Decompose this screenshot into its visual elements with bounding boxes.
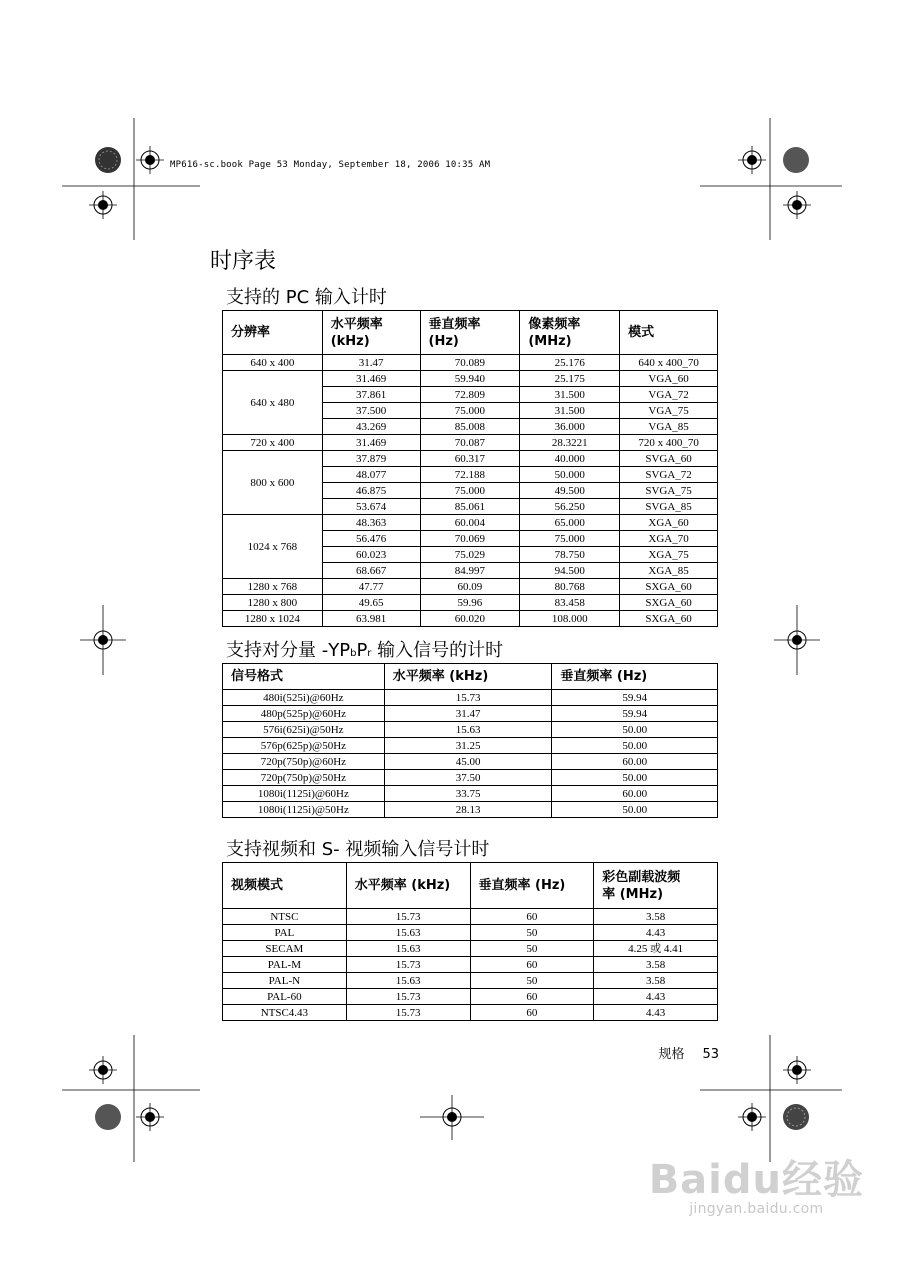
registration-disc-icon [95,147,121,173]
table-cell: 75.000 [420,483,520,499]
table-cell: SECAM [223,941,347,957]
table-row [223,941,718,957]
column-header: 水平频率 (kHz) [346,863,470,909]
table-cell: 85.061 [420,499,520,515]
table-cell: VGA_85 [620,419,718,435]
table-cell: 15.63 [346,941,470,957]
table-row [223,754,718,770]
table-cell: XGA_75 [620,547,718,563]
crosshair-target-icon [136,1103,164,1131]
table-cell: 50.00 [552,770,718,786]
page-title: 时序表 [210,249,277,274]
component-title-post: 输入信号的计时 [371,640,504,661]
table-cell: 50.00 [552,722,718,738]
watermark [649,1148,864,1217]
crosshair-target-icon [738,146,766,174]
resolution-cell: 1280 x 768 [223,579,323,595]
table-cell: 720 x 400_70 [620,435,718,451]
table-cell: 78.750 [520,547,620,563]
crosshair-target-icon [738,1103,766,1131]
table-row [223,909,718,925]
table-cell: 48.077 [322,467,420,483]
table-row [223,1005,718,1021]
crosshair-target-icon [783,191,811,219]
column-header: 垂直频率 (Hz) [470,863,594,909]
table-cell: 70.089 [420,355,520,371]
column-header: 水平频率 (kHz) [322,311,420,355]
table-cell: 84.997 [420,563,520,579]
table-row [223,355,718,371]
table-cell: 15.73 [384,690,552,706]
table-row [223,786,718,802]
table-cell: 1080i(1125i)@50Hz [223,802,385,818]
table-cell: 37.50 [384,770,552,786]
table-cell: 60.09 [420,579,520,595]
table-cell: PAL-M [223,957,347,973]
column-header: 分辨率 [223,311,323,355]
table-cell: 53.674 [322,499,420,515]
resolution-cell: 1280 x 800 [223,595,323,611]
table-cell: SXGA_60 [620,595,718,611]
table-cell: PAL-60 [223,989,347,1005]
table-cell: XGA_70 [620,531,718,547]
table-cell: SVGA_72 [620,467,718,483]
table-cell: SXGA_60 [620,611,718,627]
table-cell: 37.879 [322,451,420,467]
table-cell: 60 [470,909,594,925]
component-section-title [226,636,503,662]
table-cell: 63.981 [322,611,420,627]
table-row [223,722,718,738]
table-cell: 4.43 [594,1005,718,1021]
table-cell: 28.13 [384,802,552,818]
crosshair-target-icon [774,605,820,675]
table-cell: 60.004 [420,515,520,531]
table-cell: 70.087 [420,435,520,451]
table-cell: 60.00 [552,754,718,770]
registration-disc-icon [783,1104,809,1130]
table-cell: 50.00 [552,738,718,754]
table-cell: 56.476 [322,531,420,547]
table-cell: 70.069 [420,531,520,547]
table-cell: 45.00 [384,754,552,770]
table-cell: 31.47 [384,706,552,722]
table-cell: 47.77 [322,579,420,595]
table-cell: 3.58 [594,957,718,973]
table-cell: 59.96 [420,595,520,611]
table-row [223,515,718,531]
table-cell: 72.188 [420,467,520,483]
table-cell: SXGA_60 [620,579,718,595]
crosshair-target-icon [89,191,117,219]
table-cell: 60.020 [420,611,520,627]
component-title-sub-r: r [367,648,372,659]
resolution-cell: 1024 x 768 [223,515,323,579]
resolution-cell: 640 x 400 [223,355,323,371]
crosshair-target-icon [783,1056,811,1084]
table-cell: 25.175 [520,371,620,387]
table-cell: 50.000 [520,467,620,483]
table-cell: 15.73 [346,909,470,925]
table-cell: 50 [470,925,594,941]
table-row [223,435,718,451]
table-cell: 1080i(1125i)@60Hz [223,786,385,802]
table-cell: 28.3221 [520,435,620,451]
table-cell: 31.500 [520,403,620,419]
resolution-cell: 1280 x 1024 [223,611,323,627]
table-cell: 31.469 [322,371,420,387]
table-cell: 36.000 [520,419,620,435]
crosshair-target-icon [420,1095,484,1140]
pc-timing-table [222,310,718,627]
column-header: 信号格式 [223,664,385,690]
column-header: 像素频率 (MHz) [520,311,620,355]
watermark-url: jingyan.baidu.com [689,1201,824,1217]
column-header: 垂直频率 (Hz) [420,311,520,355]
table-cell: PAL-N [223,973,347,989]
watermark-brand: Baidu经验 [648,1157,864,1203]
column-header: 彩色副载波频 率 (MHz) [594,863,718,909]
column-header: 模式 [620,311,718,355]
table-cell: 50 [470,973,594,989]
table-cell: 576p(625p)@50Hz [223,738,385,754]
table-cell: 640 x 400_70 [620,355,718,371]
table-cell: 4.43 [594,925,718,941]
table-cell: 46.875 [322,483,420,499]
table-cell: 720p(750p)@50Hz [223,770,385,786]
table-cell: 40.000 [520,451,620,467]
table-cell: 68.667 [322,563,420,579]
table-cell: VGA_72 [620,387,718,403]
table-cell: 15.63 [346,925,470,941]
table-row [223,451,718,467]
footer-label: 规格 [658,1047,685,1062]
table-cell: 48.363 [322,515,420,531]
resolution-cell: 800 x 600 [223,451,323,515]
registration-disc-icon [95,1104,121,1130]
table-cell: 60.023 [322,547,420,563]
table-row [223,802,718,818]
table-row [223,706,718,722]
print-header: MP616-sc.book Page 53 Monday, September 18, 2006 10:35 AM [170,160,491,170]
table-cell: 480p(525p)@60Hz [223,706,385,722]
table-cell: NTSC [223,909,347,925]
table-cell: 49.65 [322,595,420,611]
table-cell: 37.500 [322,403,420,419]
table-cell: VGA_60 [620,371,718,387]
table-row [223,925,718,941]
table-cell: 56.250 [520,499,620,515]
table-cell: VGA_75 [620,403,718,419]
table-cell: 15.63 [346,973,470,989]
table-cell: 60.317 [420,451,520,467]
table-cell: 49.500 [520,483,620,499]
column-header: 视频模式 [223,863,347,909]
table-cell: 60 [470,989,594,1005]
table-cell: 72.809 [420,387,520,403]
table-row [223,957,718,973]
table-cell: 60 [470,957,594,973]
table-cell: 37.861 [322,387,420,403]
column-header: 水平频率 (kHz) [384,664,552,690]
table-cell: 43.269 [322,419,420,435]
registration-disc-icon [783,147,809,173]
table-cell: 80.768 [520,579,620,595]
crosshair-target-icon [89,1056,117,1084]
table-cell: NTSC4.43 [223,1005,347,1021]
table-row [223,690,718,706]
column-header: 垂直频率 (Hz) [552,664,718,690]
table-cell: 33.75 [384,786,552,802]
table-cell: 480i(525i)@60Hz [223,690,385,706]
component-timing-table [222,663,718,818]
table-cell: 4.25 或 4.41 [594,941,718,957]
table-cell: 50 [470,941,594,957]
table-row [223,371,718,387]
table-cell: 31.469 [322,435,420,451]
table-cell: XGA_60 [620,515,718,531]
table-cell: 15.73 [346,989,470,1005]
table-cell: 60 [470,1005,594,1021]
table-cell: 75.029 [420,547,520,563]
video-timing-table [222,862,718,1021]
table-cell: 15.73 [346,957,470,973]
component-title-sub-b: b [350,648,357,659]
table-cell: 75.000 [520,531,620,547]
resolution-cell: 720 x 400 [223,435,323,451]
table-cell: 50.00 [552,802,718,818]
resolution-cell: 640 x 480 [223,371,323,435]
table-cell: SVGA_75 [620,483,718,499]
component-title-mid: P [356,640,368,661]
table-cell: 59.94 [552,690,718,706]
table-cell: 65.000 [520,515,620,531]
table-cell: 15.63 [384,722,552,738]
table-cell: 83.458 [520,595,620,611]
table-cell: 4.43 [594,989,718,1005]
video-section-title: 支持视频和 S- 视频输入信号计时 [226,839,490,860]
table-cell: 25.176 [520,355,620,371]
table-cell: 60.00 [552,786,718,802]
table-cell: 108.000 [520,611,620,627]
table-row [223,989,718,1005]
table-cell: 3.58 [594,973,718,989]
table-row [223,579,718,595]
table-cell: 720p(750p)@60Hz [223,754,385,770]
table-cell: 3.58 [594,909,718,925]
component-title-pre: 支持对分量 -YP [226,640,351,661]
table-cell: 75.000 [420,403,520,419]
table-cell: XGA_85 [620,563,718,579]
table-cell: SVGA_85 [620,499,718,515]
table-row [223,611,718,627]
table-cell: 94.500 [520,563,620,579]
crosshair-target-icon [80,605,126,675]
table-cell: 59.94 [552,706,718,722]
table-cell: SVGA_60 [620,451,718,467]
page-number: 53 [702,1047,719,1062]
table-cell: 576i(625i)@50Hz [223,722,385,738]
table-cell: 85.008 [420,419,520,435]
page-footer [658,1043,719,1062]
table-row [223,973,718,989]
table-cell: 59.940 [420,371,520,387]
table-row [223,595,718,611]
table-row [223,738,718,754]
table-cell: 31.47 [322,355,420,371]
crosshair-target-icon [136,146,164,174]
table-cell: 31.500 [520,387,620,403]
table-cell: 15.73 [346,1005,470,1021]
pc-section-title: 支持的 PC 输入计时 [226,287,387,308]
table-cell: PAL [223,925,347,941]
table-cell: 31.25 [384,738,552,754]
table-row [223,770,718,786]
